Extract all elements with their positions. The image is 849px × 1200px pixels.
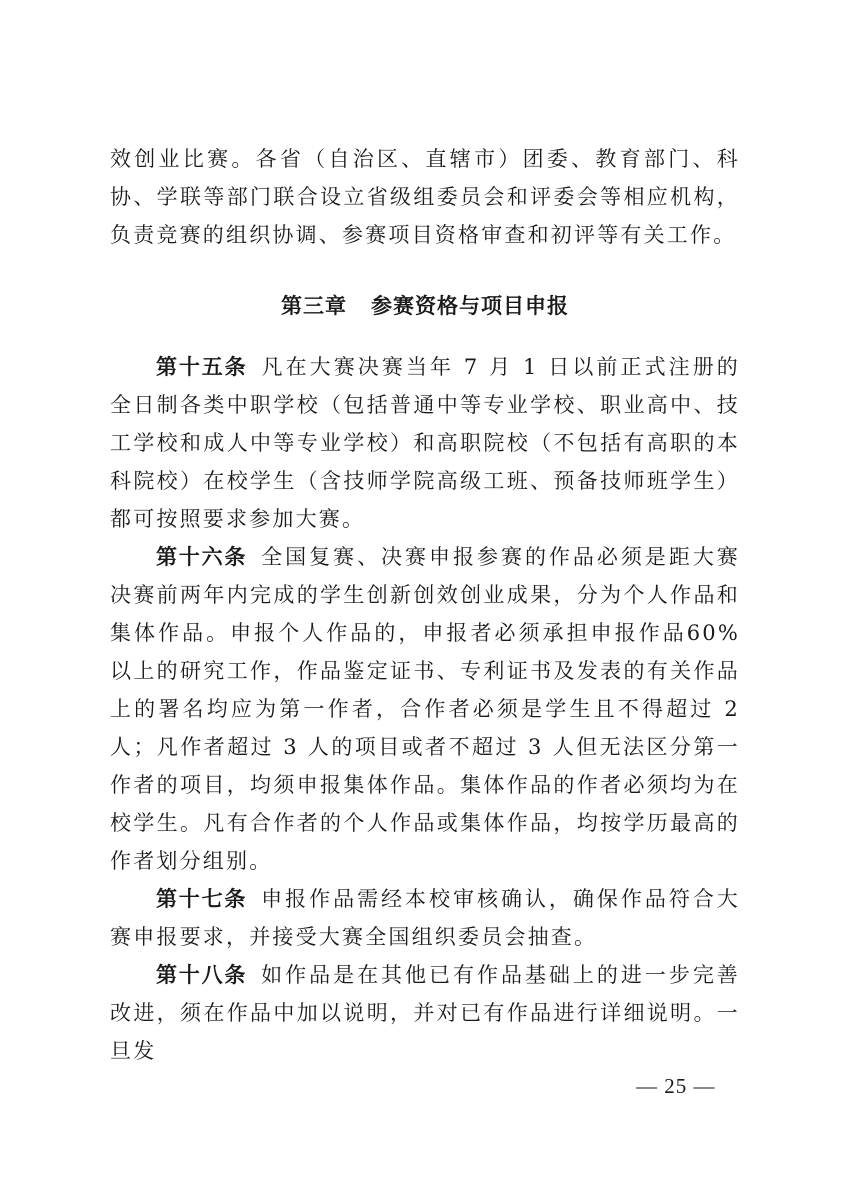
article-label: 第十七条 [156,887,248,911]
intro-text: 效创业比赛。各省（自治区、直辖市）团委、教育部门、科协、学联等部门联合设立省级组委员会和评委会等相应机构，负责竞赛的组织协调、参赛项目资格审查和初评等有关工作。 [110,147,740,247]
article-text: 全国复赛、决赛申报参赛的作品必须是距大赛决赛前两年内完成的学生创新创效创业成果，分为个人作品和集体作品。申报个人作品的，申报者必须承担申报作品60%以上的研究工作，作品鉴定证书、专利证书及发表的有关作品上的署名均应为第一作者，合作者必须是学生且不得超过 2 人；凡作者超过 3 人的项目或者不超过 3 人但无法区分第一作者的项目，均须申报集体作品。集体作品的作者必须均为在校学生。凡有合作者的个人作品或集体作品，均按学历最高的作者划分组别。 [110,545,741,873]
chapter-title-text: 参赛资格与项目申报 [371,294,569,318]
article-label: 第十八条 [156,963,248,987]
article-16 [110,538,740,880]
article-label: 第十六条 [156,545,248,569]
article-18 [110,956,740,1070]
chapter-heading [110,288,740,324]
article-text: 申报作品需经本校审核确认，确保作品符合大赛申报要求，并接受大赛全国组织委员会抽查。 [110,887,741,949]
intro-paragraph [110,140,740,254]
chapter-number: 第三章 [281,294,347,318]
article-label: 第十五条 [156,355,248,379]
page-number: — 25 — [636,1074,716,1098]
article-17 [110,880,740,956]
article-text: 如作品是在其他已有作品基础上的进一步完善改进，须在作品中加以说明，并对已有作品进行详细说明。一旦发 [110,963,741,1063]
article-text: 凡在大赛决赛当年 7 月 1 日以前正式注册的全日制各类中职学校（包括普通中等专业学校、职业高中、技工学校和成人中等专业学校）和高职院校（不包括有高职的本科院校）在校学生（含技师学院高级工班、预备技师班学生）都可按照要求参加大赛。 [110,355,740,531]
articles-section [110,348,740,1070]
article-15 [110,348,740,538]
